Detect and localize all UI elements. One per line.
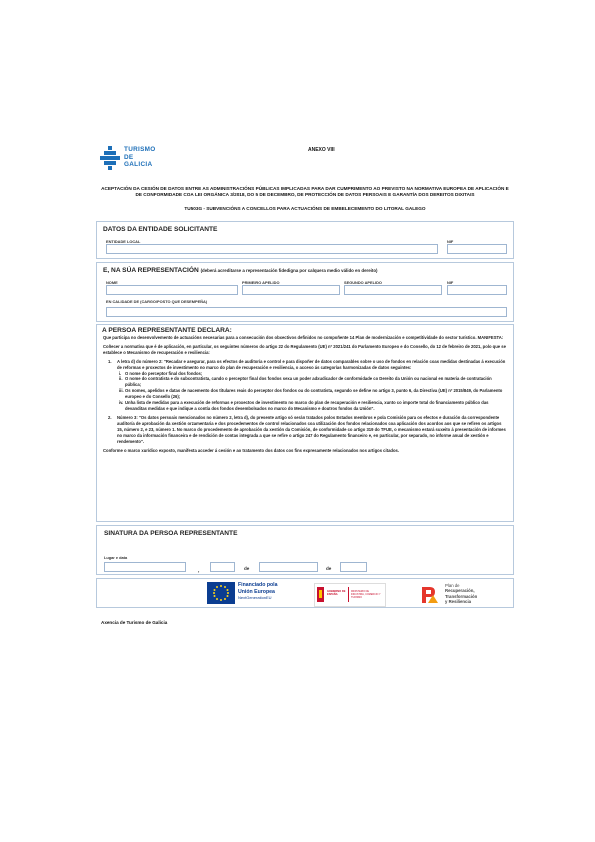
subitem-number: iv.	[119, 400, 124, 406]
representante-nif-field[interactable]	[447, 285, 507, 295]
segundo-apelido-label: SEGUNDO APELIDO	[344, 280, 382, 285]
entidade-nif-field[interactable]	[447, 244, 507, 254]
declaracion-subitem	[119, 400, 507, 412]
nome-field[interactable]	[106, 285, 238, 295]
prtr-line: Plan de	[445, 583, 460, 588]
anexo-label: ANEXO VIII	[308, 147, 335, 153]
entidade-local-label: ENTIDADE LOCAL	[106, 239, 141, 244]
entidade-section	[96, 221, 514, 259]
declaracion-closing: Conforme o marco xurídico exposto, manifesta acceder á cesión e ao tratamento dos datos cos fins expresamente relacionados nos artigos citados.	[103, 448, 400, 454]
lugar-data-label: Lugar e data	[104, 555, 128, 560]
representante-title	[103, 267, 378, 274]
funding-logos-bar	[96, 578, 514, 608]
declaracion-paragraph: Que participa no desenvolvemento de actuacións necesarias para a consecución dos obxectivos definidos no compoñente 14 Plan de modernización e competitividade do sector turístico. MANIFESTA:	[103, 335, 504, 340]
declaracion-subitem	[119, 376, 507, 388]
declaracion-paragraph: Coñecer a normativa que é de aplicación, en particular, os seguintes números do artigo 22 do Regulamento (UE) nº 2021/241 do Parlamento Europeo e do Consello, do 12 de febreiro de 2021, polo que se establece o Mecanismo de recuperación e resiliencia:	[103, 343, 506, 355]
comma-separator: ,	[198, 568, 200, 574]
de-separator: de	[326, 566, 332, 571]
dia-field[interactable]	[210, 562, 235, 572]
item-text: Número 3: "Os datos persoais mencionados no número 2, letra d), do presente artigo só serán tratados polos Estados membros e pola Comisión para os efectos e duración da correspondente auditoría de aprobación da xestión orzamentaria e dos procedementos de control relacionados coa utilización dos fondos relacionados coa aplicación dos acordos aos que se refiren os artigos 15, número 2, e 23, número 1. No marco do procedemento de aprobación da xestión da Comisión, de conformidade co artigo 319 do TFUE, o mecanismo estará suxeito á presentación de informes no marco da información financeira e de rendición de contas integrada a que se refire o artigo 247 do Regulamento financeiro e, en particular, por separado, no informe anual de xestión e rendemento".	[117, 414, 506, 444]
segundo-apelido-field[interactable]	[344, 285, 442, 295]
sinatura-section	[96, 525, 514, 575]
eu-line: Unión Europea	[238, 588, 275, 595]
prtr-line: Recuperación,	[445, 588, 475, 594]
procedure-subtitle: TU503G - SUBVENCIÓNS A CONCELLOS PARA ACTUACIÓNS DE EMBELECEMENTO DO LITORAL GALEGO	[184, 206, 426, 211]
primeiro-apelido-field[interactable]	[242, 285, 340, 295]
item-text: A letra d) do número 2: "Recadar e asegurar, para os efectos de auditoría e control e para dispoñer de datos comparables sobre o uso de fondos en relación coas medidas destinadas á execución de reformas e proxectos de investimento no marco do plan de recuperación e resiliencia, o acceso ás categorías harmonizadas de datos seguintes:	[117, 358, 506, 370]
ministerio-text: MINISTERIO DE INDUSTRIA, COMERCIO Y TURISMO	[351, 590, 381, 599]
eu-line: NextGenerationEU	[238, 595, 272, 601]
logo-line: TURISMO	[124, 146, 156, 153]
declaracion-title: A PERSOA REPRESENTANTE DECLARA:	[102, 327, 232, 334]
logo-line: GALICIA	[124, 161, 153, 169]
prtr-line: Transformación	[445, 593, 478, 599]
entidade-local-field[interactable]	[106, 244, 438, 254]
nome-label: NOME	[106, 280, 118, 285]
document-title: ACEPTACIÓN DA CESIÓN DE DATOS ENTRE AS ADMINISTRACIÓNS PÚBLICAS IMPLICADAS PARA DAR CUMPRIMENTO AO PREVISTO NA NORMATIVA EUROPEA DE APLICACIÓN E DE CONFORMIDADE COA LEI ORGÁNICA 3/2018, DO 5 DE DECEMBRO, DE PROTECCIÓN DE DATOS PERSOAIS E GARANTÍA DOS DEREITOS DIXITAIS	[101, 186, 509, 198]
entidade-title: DATOS DA ENTIDADE SOLICITANTE	[103, 226, 218, 233]
eu-flag-icon	[207, 582, 235, 604]
ano-field[interactable]	[340, 562, 367, 572]
subitem-number: i.	[119, 370, 122, 376]
lugar-field[interactable]	[104, 562, 186, 572]
representante-title-text: E, NA SÚA REPRESENTACIÓN	[103, 267, 199, 274]
prtr-line: y Resiliencia	[445, 598, 472, 604]
mes-field[interactable]	[259, 562, 318, 572]
subitem-text: Os nomes, apelidos e datas de nacemento dos titulares reais do perceptor dos fondos ou do contratista, segundo se define no artigo 3, punto 6, da Directiva (UE) nº 2015/849, do Parlamento europeo e do Consello (26);	[125, 388, 503, 400]
sinatura-title: SINATURA DA PERSOA REPRESENTANTE	[104, 530, 238, 537]
declaracion-subitem	[119, 388, 507, 400]
representante-section	[96, 262, 514, 322]
calidade-label: EN CALIDADE DE (CARGO/POSTO QUE DESEMPEÑA)	[106, 299, 208, 304]
calidade-field[interactable]	[106, 307, 507, 317]
prtr-logo-icon	[419, 583, 441, 605]
logo-line: DE	[124, 153, 134, 161]
logo-text	[124, 146, 156, 169]
subitem-number: iii.	[119, 388, 124, 394]
divider	[348, 587, 349, 602]
subitem-number: ii.	[119, 376, 123, 382]
declaracion-body	[103, 335, 507, 457]
declaracion-item-1	[108, 359, 507, 371]
prtr-text	[445, 583, 477, 604]
item-number: 2.	[108, 414, 112, 420]
turismo-galicia-logo-icon	[100, 146, 120, 172]
primeiro-apelido-label: PRIMEIRO APELIDO	[242, 280, 280, 285]
gobierno-text: GOBIERNO DE ESPAÑA	[327, 590, 346, 597]
entidade-nif-label: NIF	[447, 239, 454, 244]
escudo-detail	[319, 590, 322, 598]
subitem-text: O nome do perceptor final dos fondos;	[125, 370, 203, 376]
subitem-text: O nome do contratista e do subcontratista, cando o perceptor final dos fondos sexa un poder adxudicador de conformidade co Dereito da Unión ou nacional en materia de contratación pública;	[125, 376, 492, 388]
declaracion-item-2	[108, 415, 507, 445]
item-number: 1.	[108, 358, 112, 364]
eu-funding-text	[238, 582, 278, 602]
subitem-text: Unha lista de medidas para a execución de reformas e proxectos de investimento no marco do plan de recuperación e resiliencia, xunto co importe total do financiamento público das devanditas medidas e que indique a contía dos fondos desembolsados no marco do Mecanismo e doutros fondos da Unión".	[125, 400, 489, 411]
footer-agency: Axencia de Turismo de Galicia	[101, 620, 168, 625]
eu-line: Financiado pola	[238, 582, 278, 588]
representante-note: (deberá acreditarse a representación fidedigna por calquera medio válido en dereito)	[200, 268, 378, 273]
gobierno-espana-logo	[314, 583, 386, 607]
representante-nif-label: NIF	[447, 280, 454, 285]
de-separator: de	[244, 566, 250, 571]
